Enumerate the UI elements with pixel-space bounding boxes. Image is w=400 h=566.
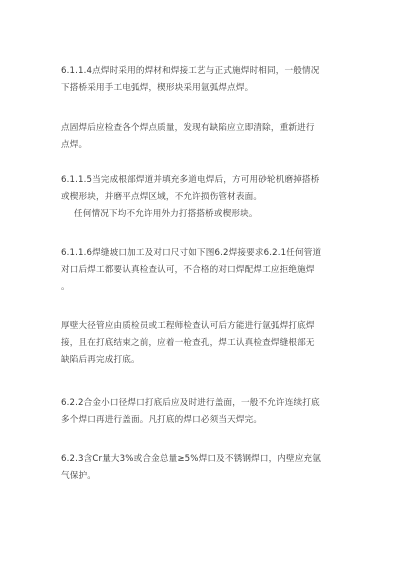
text-line: 点焊。 <box>61 140 88 150</box>
text-line: 任何情况下均不允许用外力打搭搭桥或楔形块。 <box>74 209 258 219</box>
paragraph-6-2-3 <box>61 451 346 485</box>
paragraph-thick-wall-pipe <box>61 318 346 369</box>
text-line: 或楔形块，并磨平点焊区域，不允许损伤管材表面。 <box>61 192 263 202</box>
text-line: 6.1.1.4点焊时采用的焊材和焊接工艺与正式施焊时相同，一般情况 <box>61 66 320 76</box>
text-line: 多个焊口再进行盖面。凡打底的焊口必须当天焊完。 <box>61 415 263 425</box>
text-line: 6.1.1.5当完成根部焊道并填充多道电焊后，方可用砂轮机磨掉搭桥 <box>61 175 320 185</box>
text-line: 6.2.3含Cr量大3%或合金总量≥5%焊口及不锈钢焊口，内壁应充氩 <box>61 454 322 464</box>
paragraph-spot-weld-check <box>61 120 346 154</box>
text-line: 6.1.1.6焊缝坡口加工及对口尺寸如下图6.2焊接要求6.2.1任何管道 <box>61 248 322 258</box>
paragraph-6-1-1-6 <box>61 245 346 296</box>
text-line: 点固焊后应检查各个焊点质量，发现有缺陷应立即清除，重新进行 <box>61 123 315 133</box>
paragraph-6-1-1-5 <box>61 172 346 223</box>
text-line: 气保护。 <box>61 471 96 481</box>
paragraph-6-2-2 <box>61 395 346 429</box>
text-line: 下搭桥采用手工电弧焊，楔形块采用氩弧焊点焊。 <box>61 83 254 93</box>
text-line: 缺陷后再完成打底。 <box>61 355 140 365</box>
text-line: 。 <box>61 282 70 292</box>
text-line: 接，且在打底结束之前，应着一枪查孔，焊工认真检查焊缝根部无 <box>61 338 315 348</box>
text-line: 厚壁大径管应由质检员或工程师检查认可后方能进行氩弧焊打底焊 <box>61 321 315 331</box>
paragraph-6-1-1-4 <box>61 63 346 97</box>
text-line: 6.2.2合金小口径焊口打底后应及时进行盖面，一般不允许连续打底 <box>61 398 320 408</box>
text-line: 对口后焊工都要认真检查认可，不合格的对口焊配焊工应拒绝施焊 <box>61 265 315 275</box>
